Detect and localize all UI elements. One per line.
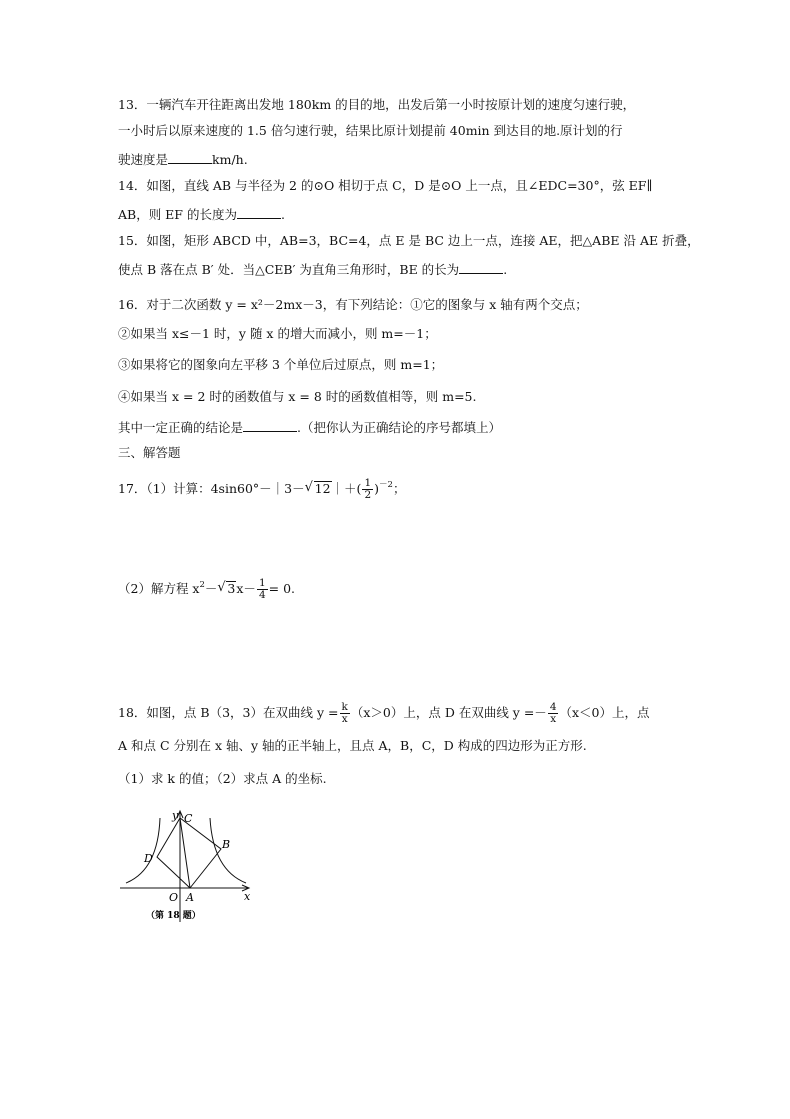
q16-line3: ③如果将它的图象向左平移 3 个单位后过原点，则 m=1； [118, 357, 444, 372]
diagonal-ca [180, 818, 190, 888]
q18-l1-mid: （x＞0）上，点 D 在双曲线 y =－ [350, 705, 547, 720]
label-a: A [186, 891, 194, 904]
q16-line1: 16．对于二次函数 y = x²－2mx－3，有下列结论：①它的图象与 x 轴有两个交点； [118, 297, 588, 312]
figure-caption: （第 18 题） [146, 911, 201, 921]
q15-line2-end: . [503, 262, 508, 277]
fraction-k-over-x [339, 702, 349, 725]
label-c: C [184, 812, 193, 825]
q18-line2: A 和点 C 分别在 x 轴、y 轴的正半轴上，且点 A，B，C，D 构成的四边形为正方形. [118, 738, 587, 753]
q17-p2-exponent: 2 [199, 580, 205, 590]
q16-line4: ④如果当 x = 2 时的函数值与 x = 8 时的函数值相等，则 m=5. [118, 389, 477, 404]
fraction-denominator: 2 [364, 489, 372, 501]
q16-line5 [118, 418, 501, 437]
fraction-numerator: 4 [549, 701, 557, 713]
q17-part1 [118, 478, 405, 501]
sqrt-12: √ 12 [304, 480, 331, 496]
q17-p2-x: x－ [236, 581, 256, 596]
sqrt-3-radicand: 3 [227, 581, 236, 596]
fraction-one-quarter [257, 578, 268, 601]
q17-p1-close: ) [374, 481, 380, 496]
section-heading: 三、解答题 [118, 445, 181, 460]
q18-l1-text: 18．如图，点 B（3，3）在双曲线 y = [118, 705, 339, 720]
label-y: y [172, 809, 179, 822]
q17-p1-end: ； [392, 481, 406, 496]
q13-answer-blank[interactable] [168, 150, 212, 164]
figure-18 [118, 808, 258, 926]
q15-answer-blank[interactable] [459, 260, 503, 274]
q16-line5-end: .（把你认为正确结论的序号都填上） [297, 420, 501, 435]
q18-line1 [118, 702, 650, 725]
q17-part2 [118, 578, 295, 601]
label-d: D [144, 852, 153, 865]
fraction-denominator: x [341, 713, 348, 725]
q14-line2-end: . [280, 207, 285, 222]
q14-answer-blank[interactable] [237, 205, 281, 219]
label-b: B [222, 838, 231, 851]
fraction-denominator: x [550, 713, 557, 725]
q13-line3-text: 驶速度是 [118, 152, 169, 167]
q15-line1: 15．如图，矩形 ABCD 中，AB=3，BC=4，点 E 是 BC 边上一点，连接 AE，把△ABE 沿 AE 折叠， [118, 233, 700, 248]
q17-p2-end: = 0. [268, 581, 295, 596]
q15-line2 [118, 260, 507, 279]
q13-unit: km/h. [212, 152, 248, 167]
q13-line2: 一小时后以原来速度的 1.5 倍匀速行驶，结果比原计划提前 40min 到达目的地.原计划的行 [118, 123, 623, 138]
q14-line2-text: AB，则 EF 的长度为 [118, 207, 237, 222]
fraction-one-half [362, 478, 373, 501]
fraction-numerator: 1 [364, 477, 372, 489]
q17-p1-mid: ｜＋( [331, 481, 362, 496]
fraction-denominator: 4 [258, 589, 266, 601]
label-o: O [169, 891, 179, 904]
q16-line5-text: 其中一定正确的结论是 [118, 420, 244, 435]
q14-line2 [118, 205, 285, 224]
q15-line2-text: 使点 B 落在点 B′ 处．当△CEB′ 为直角三角形时，BE 的长为 [118, 262, 460, 277]
fraction-4-over-x [548, 702, 559, 725]
label-x: x [244, 890, 251, 903]
q16-line2: ②如果当 x≤－1 时，y 随 x 的增大而减小，则 m=－1； [118, 326, 437, 341]
q17-p2-minus: － [204, 581, 218, 596]
q14-line1: 14．如图，直线 AB 与半径为 2 的⊙O 相切于点 C，D 是⊙O 上一点，且∠EDC=30°，弦 EF∥ [118, 178, 653, 193]
q17-p1-exponent: －2 [379, 480, 393, 490]
q13-line3 [118, 150, 248, 169]
q17-p1-text: 17．（1）计算：4sin60°－｜3－ [118, 481, 305, 496]
fraction-numerator: k [341, 701, 348, 713]
sqrt-12-radicand: 12 [314, 481, 331, 496]
hyperbola-left-branch [126, 818, 160, 883]
q13-line1: 13．一辆汽车开往距离出发地 180km 的目的地，出发后第一小时按原计划的速度匀速行驶， [118, 97, 636, 112]
fraction-numerator: 1 [258, 577, 266, 589]
q18-l1-end: （x＜0）上，点 [559, 705, 650, 720]
q17-p2-text: （2）解方程 x [118, 581, 200, 596]
q16-answer-blank[interactable] [243, 418, 297, 432]
sqrt-3: √ 3 [217, 580, 236, 596]
q18-line3: （1）求 k 的值；（2）求点 A 的坐标. [118, 771, 327, 786]
